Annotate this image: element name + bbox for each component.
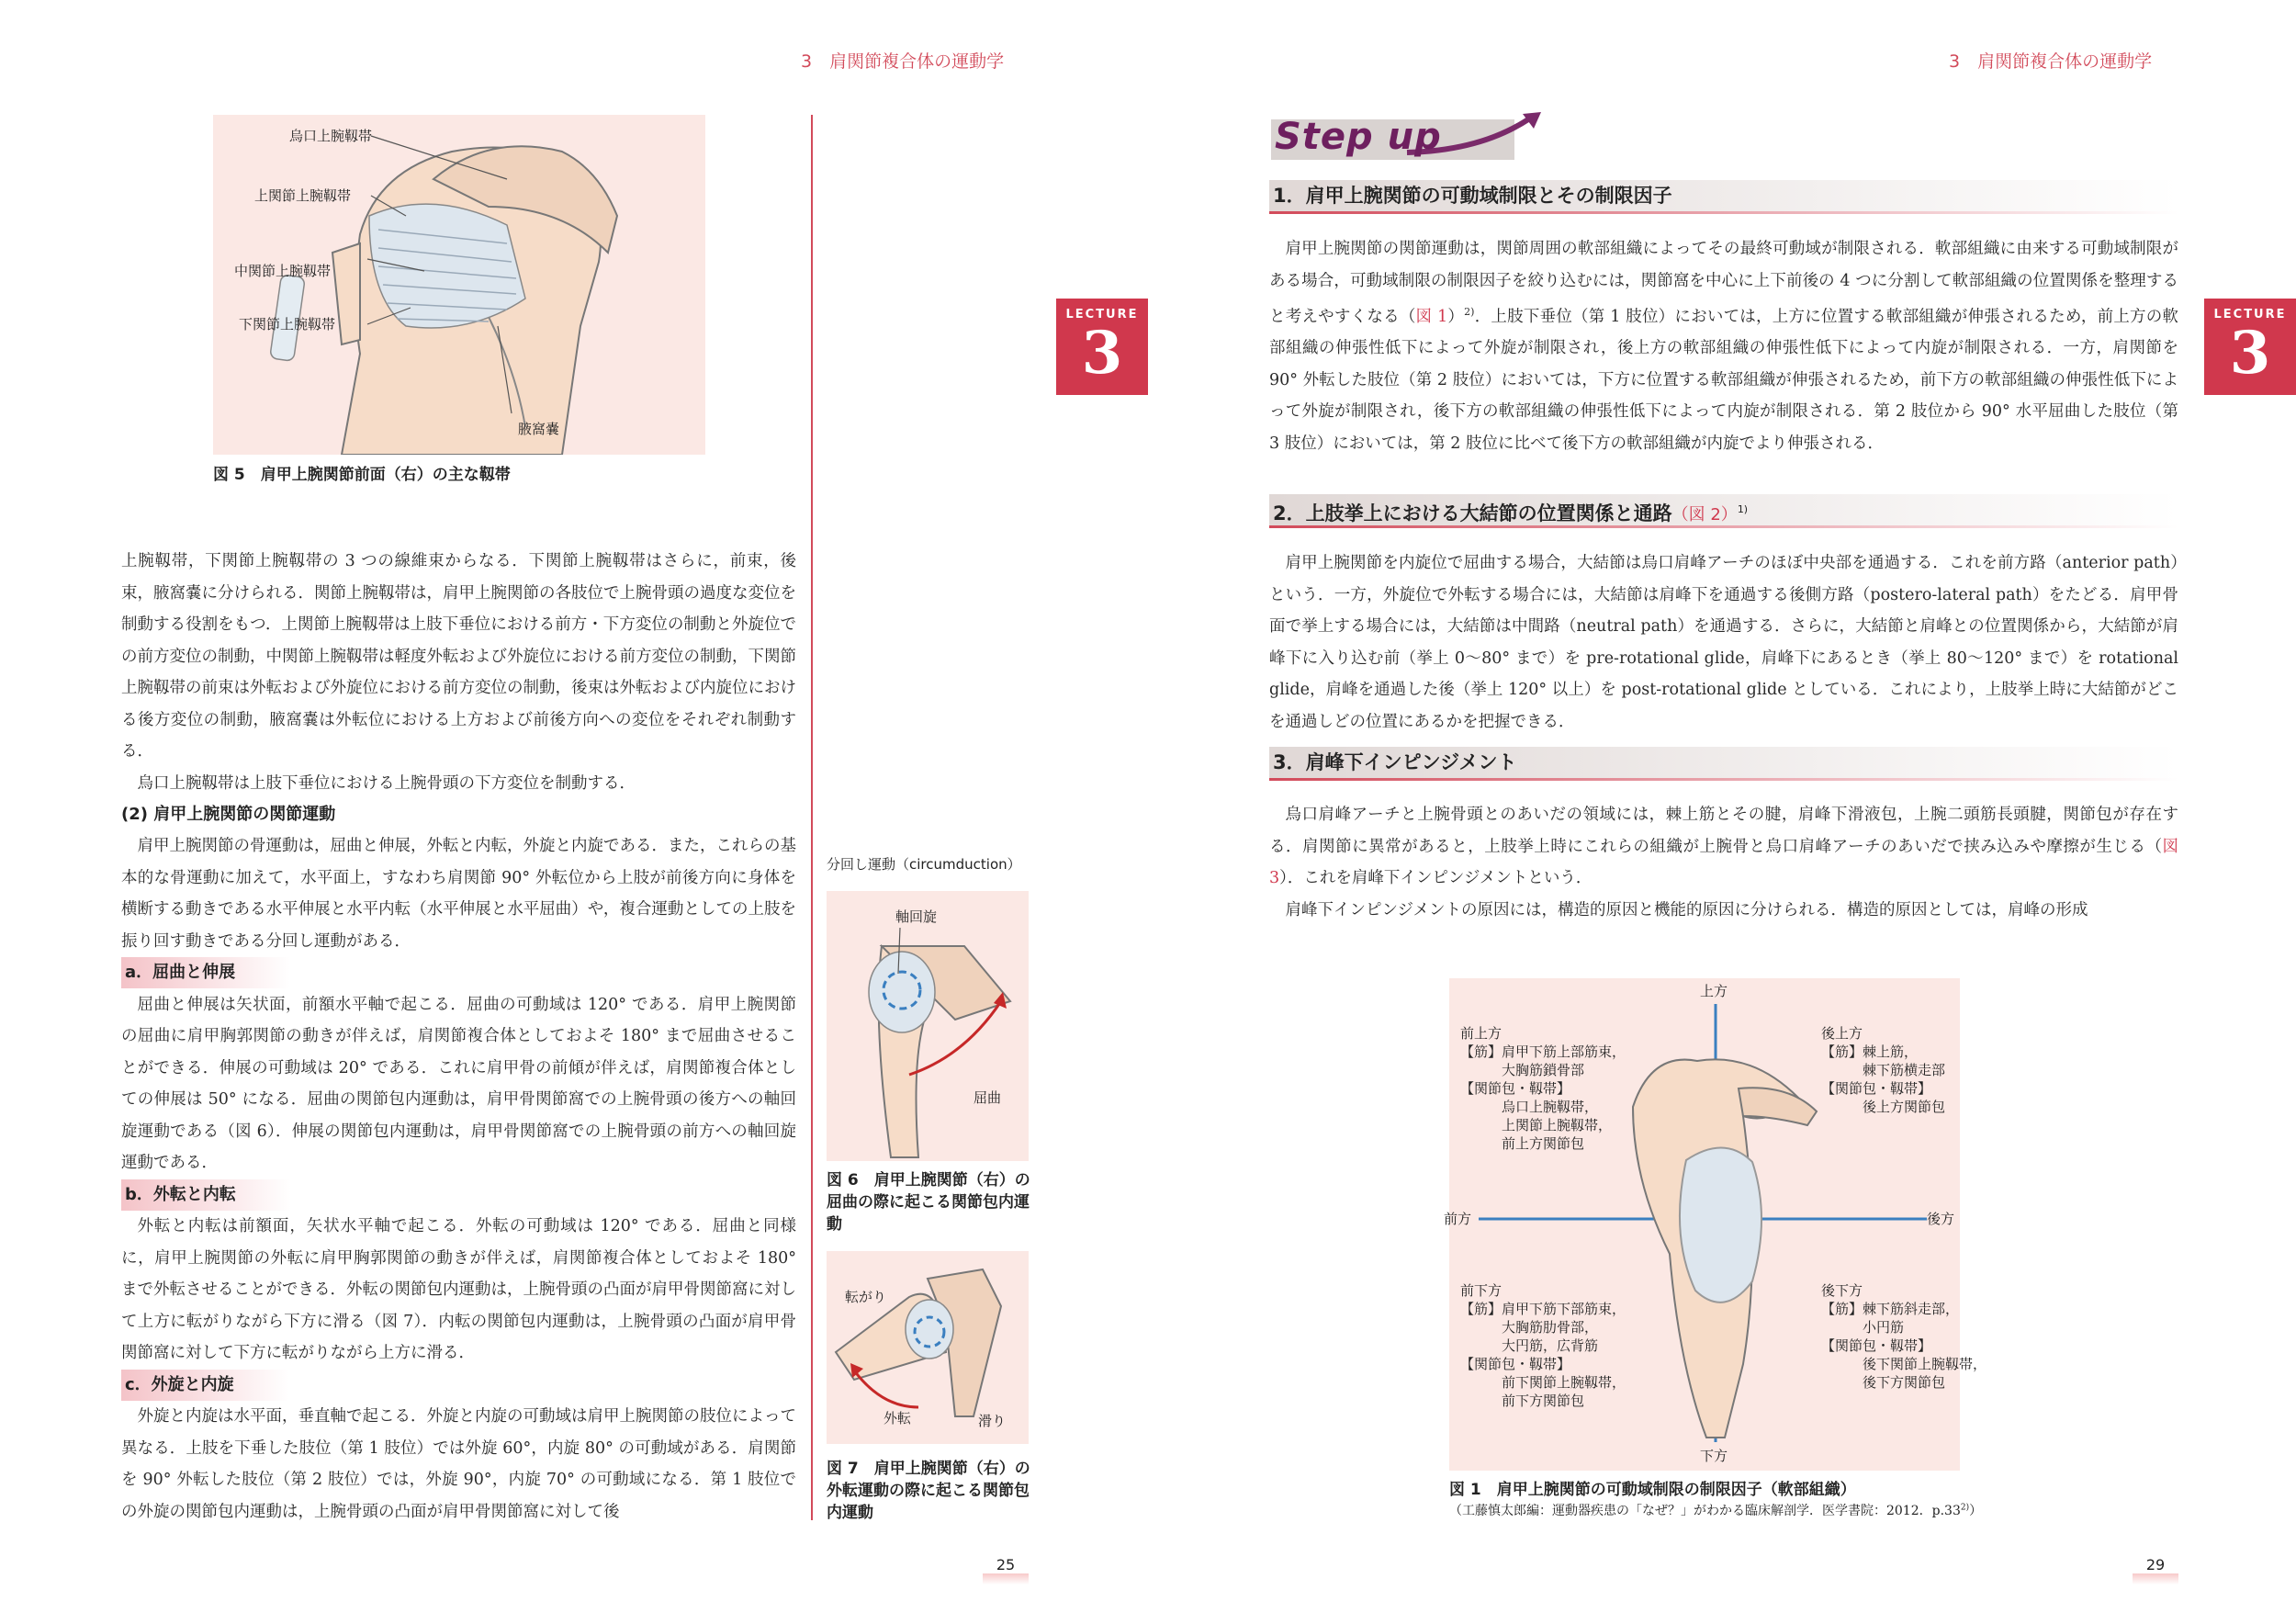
fig1-label-back: 後方 (1927, 1211, 1955, 1227)
left-page-number-bar (983, 1573, 1029, 1585)
fig1-posterior-inferior: 後下方 【筋】棘下筋斜走部， 小円筋 【関節包・靱帯】 後下関節上腕靱帯， 後下方関節包 (1821, 1282, 1987, 1391)
figure1-panel (1444, 978, 1987, 1471)
fig5-label-axillary-pouch: 腋窩嚢 (518, 421, 560, 437)
s1-text-a: 肩甲上腕関節の関節運動は，関節周囲の軟部組織によってその最終可動域が制限される．軟部組織に由来する可動域制限がある場合，可動域制限の制限因子を絞り込むには，関節窩を中心に上下前後の 4 つに分割して軟部組織の位置関係を整理すると考えやすくなる（ (1269, 240, 2178, 326)
step-up-title: Step up (1275, 116, 1442, 158)
heading-c-rotation: c．外旋と内旋 (121, 1370, 289, 1401)
step-up-banner (1269, 108, 1545, 165)
left-page-number-text: 25 (996, 1556, 1016, 1573)
fig7-label-abduction: 外転 (884, 1410, 912, 1427)
heading-b-abduction: b．外転と内転 (121, 1179, 291, 1211)
figure5-panel (213, 115, 705, 455)
section2 (1269, 494, 2178, 528)
figure5-caption: 図 5 肩甲上腕関節前面（右）の主な靱帯 (213, 466, 511, 484)
figure6-caption: 図 6 肩甲上腕関節（右）の屈曲の際に起こる関節包内運動 (827, 1171, 1030, 1234)
fig1-source-text: （工藤慎太郎編：運動器疾患の「なぜ？」がわかる臨床解剖学．医学書院：2012．p.33 (1449, 1504, 1961, 1518)
section2-title: 2．上肢挙上における大結節の位置関係と通路 (1273, 502, 1672, 524)
section3-paragraph1 (1269, 799, 2178, 895)
left-para2: 烏口上腕靱帯は上肢下垂位における上腕骨頭の下方変位を制動する． (137, 773, 636, 793)
section2-title-row (1269, 494, 2178, 525)
section1-body (1269, 233, 2178, 459)
left-lecture-label: LECTURE (1065, 308, 1139, 321)
fig1-label-up: 上方 (1700, 983, 1728, 999)
section3-paragraph2: 肩峰下インピンジメントの原因には，構造的原因と機能的原因に分けられる．構造的原因としては，肩峰の形成 (1285, 900, 2088, 919)
section2-body (1269, 547, 2178, 738)
fig6-label-flexion: 屈曲 (974, 1089, 1002, 1106)
s2-figure-ref[interactable]: （図 2） (1671, 505, 1738, 524)
figure5-illustration (213, 115, 705, 455)
left-lecture-tab (1056, 299, 1148, 395)
right-page-number-text: 29 (2145, 1556, 2166, 1573)
circumduction-label: 分回し運動（circumduction） (827, 856, 1021, 873)
right-lecture-tab (2204, 299, 2296, 395)
right-page-number (2133, 1556, 2178, 1585)
s1-paren: ） (1447, 307, 1465, 326)
fig7-label-slide: 滑り (978, 1413, 1007, 1429)
section3-body (1269, 799, 2178, 926)
section2-paragraph: 肩甲上腕関節を内旋位で屈曲する場合，大結節は烏口肩峰アーチのほぼ中央部を通過する．これを前方路（anterior path）という．一方，外旋位で外転する場合には，大結節は肩峰下を通過する後側方路（postero-lateral path）をたどる．肩甲骨面で挙上する場合には，大結節は中間路（neutral path）を通過する．さらに，大結節と肩峰との位置関係から，大結節が肩峰下に入り込む前（挙上 0～80° まで）を pre-rotational glide，肩峰下にあるとき（挙上 80～120° まで）を rotational glide，肩峰を通過した後（挙上 120° 以上）を post-rotational glide としている．これにより，上肢挙上時に大結節がどこを通過しどの位置にあるかを把握できる． (1269, 554, 2178, 731)
s3-text-a: 烏口肩峰アーチと上腕骨頭とのあいだの領域には，棘上筋とその腱，肩峰下滑液包，上腕二頭筋長頭腱，関節包が存在する．肩関節に異常があると，上肢挙上時にこれらの組織が上腕骨と烏口肩峰アーチのあいだで挟み込みや摩擦が生じる（ (1269, 806, 2178, 856)
fig5-label-inferior-gh: 下関節上腕靱帯 (239, 316, 336, 333)
fig1-posterior-superior: 後上方 【筋】棘上筋， 棘下筋横走部 【関節包・靱帯】 後上方関節包 (1821, 1025, 1946, 1115)
section3 (1269, 747, 2178, 781)
left-para3: 肩甲上腕関節の骨運動は，屈曲と伸展，外転と内転，外旋と内旋である．また，これらの基本的な骨運動に加えて，水平面上，すなわち肩関節 90° 外転位から上肢が前後方向に身体を横断する動きである水平伸展と水平内転（水平伸展と水平屈曲）や，複合運動としての上肢を振り回す動きである分回し運動がある． (121, 837, 796, 951)
fig1-anterior-superior: 前上方 【筋】肩甲下筋上部筋束， 大胸筋鎖骨部 【関節包・靱帯】 烏口上腕靱帯， 上関節上腕靱帯， 前上方関節包 (1460, 1025, 1626, 1152)
fig5-label-coracohumeral: 烏口上腕靱帯 (289, 128, 373, 144)
s3-text-b: ）．これを肩峰下インピンジメントという． (1279, 869, 1593, 887)
heading-2-gh-movement: (2) 肩甲上腕関節の関節運動 (121, 805, 336, 824)
left-column-divider (811, 115, 813, 1520)
right-page-number-bar (2133, 1573, 2178, 1585)
fig1-label-down: 下方 (1700, 1448, 1728, 1464)
right-lecture-number: 3 (2229, 319, 2271, 388)
section1-underline (1269, 211, 2178, 214)
section1-paragraph (1269, 233, 2178, 459)
right-running-header: 3 肩関節複合体の運動学 (1949, 51, 2153, 72)
left-para-c: 外旋と内旋は水平面，垂直軸で起こる．外旋と内旋の可動域は肩甲上腕関節の肢位によって異なる．上肢を下垂した肢位（第 1 肢位）では外旋 60°，内旋 80° の可動域がある．肩関節を 90° 外転した肢位（第 2 肢位）では，外旋 90°，内旋 70° の可動域になる．第 1 肢位での外旋の関節包内運動は，上腕骨頭の凸面が肩甲骨関節窩に対して後 (121, 1407, 796, 1521)
left-para-a: 屈曲と伸展は矢状面，前額水平軸で起こる．屈曲の可動域は 120° である．肩甲上腕関節の屈曲に肩甲胸郭関節の動きが伴えば，肩関節複合体としておよそ 180° まで屈曲させることができる．伸展の可動域は 20° である．これに肩甲骨の前傾が伴えば，肩関節複合体としての伸展は 50° になる．屈曲の関節包内運動は，肩甲骨関節窩での上腕骨頭の後方への軸回旋運動である（図 6）．伸展の関節包内運動は，肩甲骨関節窩での上腕骨頭の前方への軸回旋運動である． (121, 995, 796, 1172)
left-running-header: 3 肩関節複合体の運動学 (801, 51, 1005, 72)
heading-a-flexion: a．屈曲と伸展 (121, 957, 290, 988)
fig1-source-end: ） (1969, 1504, 1983, 1518)
left-main-column (121, 546, 796, 1528)
figure1-caption: 図 1 肩甲上腕関節の可動域制限の制限因子（軟部組織） (1449, 1481, 1856, 1499)
right-lecture-label: LECTURE (2213, 308, 2287, 321)
fig1-source-citation: 2) (1960, 1503, 1970, 1513)
fig7-label-roll: 転がり (845, 1289, 887, 1305)
figure1-source (1449, 1501, 1982, 1519)
figure6-illustration (827, 891, 1029, 1161)
fig5-label-middle-gh: 中関節上腕靱帯 (234, 263, 332, 279)
left-para1: 上腕靱帯，下関節上腕靱帯の 3 つの線維束からなる．下関節上腕靱帯はさらに，前束，後束，腋窩嚢に分けられる．関節上腕靱帯は，肩甲上腕関節の各肢位で上腕骨頭の過度な変位を制動する役割をもつ．上関節上腕靱帯は上肢下垂位における前方・下方変位の制動と外旋位での前方変位の制動，中関節上腕靱帯は軽度外転および外旋位における前方変位の制動，下関節上腕靱帯の前束は外転および外旋位における前方変位の制動，後束は外転および内旋位における後方変位の制動，腋窩嚢は外転位における上方および前後方向への変位をそれぞれ制動する． (121, 552, 796, 761)
s1-citation: 2) (1464, 306, 1475, 318)
fig1-label-front: 前方 (1444, 1211, 1472, 1227)
s1-figure-ref[interactable]: 図 1 (1415, 307, 1448, 326)
section1-title: 1．肩甲上腕関節の可動域制限とその制限因子 (1269, 180, 2178, 211)
figure7-panel (827, 1251, 1029, 1444)
left-para-b: 外転と内転は前額面，矢状水平軸で起こる．外転の可動域は 120° である．屈曲と同様に，肩甲上腕関節の外転に肩甲胸郭関節の動きが伴えば，肩関節複合体としておよそ 180° まで外転させることができる．外転の関節包内運動は，上腕骨頭の凸面が肩甲骨関節窩に対して上方に転がりながら下方に滑る（図 7）．内転の関節包内運動は，上腕骨頭の凸面が肩甲骨関節窩に対して下方に転がりながら上方に滑る． (121, 1217, 796, 1362)
fig6-label-axis: 軸回旋 (895, 908, 938, 925)
left-page-number (983, 1556, 1029, 1585)
s3-figure-ref[interactable]: 図 3 (1269, 837, 2178, 887)
fig1-anterior-inferior: 前下方 【筋】肩甲下筋下部筋束， 大胸筋肋骨部， 大円筋，広背筋 【関節包・靱帯】 前下関節上腕靱帯， 前下方関節包 (1460, 1282, 1626, 1409)
section3-underline (1269, 778, 2178, 781)
fig5-label-superior-gh: 上関節上腕靱帯 (254, 187, 352, 204)
left-lecture-number: 3 (1081, 319, 1123, 388)
section1 (1269, 180, 2178, 214)
section3-title: 3．肩峰下インピンジメント (1269, 747, 2178, 778)
s1-text-b: ．上肢下垂位（第 1 肢位）においては，上方に位置する軟部組織が伸張されるため，前上方の軟部組織の伸張性低下によって外旋が制限され，後上方の軟部組織の伸張性低下によって内旋が制限される．一方，肩関節を 90° 外転した肢位（第 2 肢位）においては，下方に位置する軟部組織が伸張されるため，前下方の軟部組織の伸張性低下によって外旋が制限され，後下方の軟部組織の伸張性低下によって内旋が制限される．第 2 肢位から 90° 水平屈曲した肢位（第 3 肢位）においては，第 2 肢位に比べて後下方の軟部組織が内旋でより伸張される． (1269, 307, 2179, 453)
figure7-caption: 図 7 肩甲上腕関節（右）の外転運動の際に起こる関節包内運動 (827, 1460, 1030, 1522)
section2-underline (1269, 525, 2178, 528)
s2-citation: 1) (1737, 503, 1749, 515)
figure6-panel (827, 891, 1029, 1161)
